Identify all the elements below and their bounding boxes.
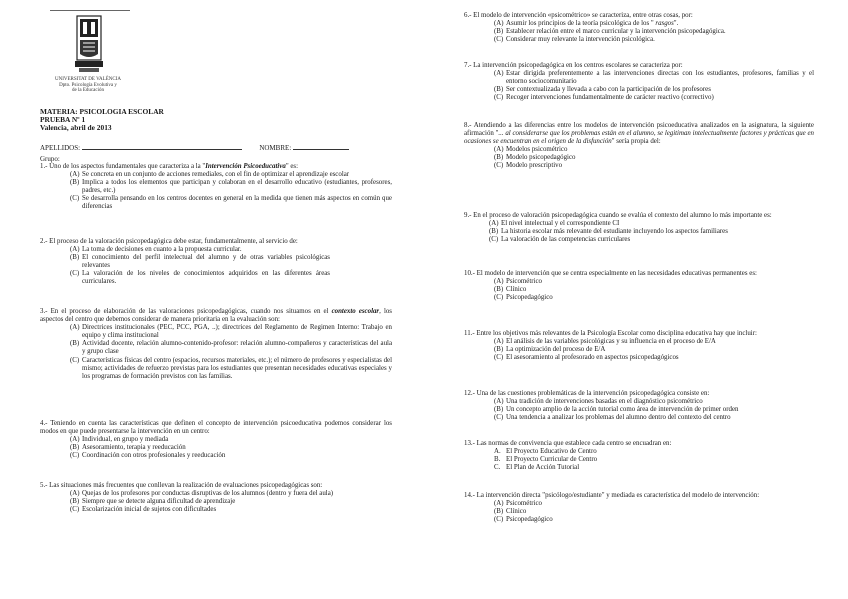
question-11-stem: 11.- Entre los objetivos más relevantes de la Psicología Escolar como disciplina educativa hay que incluir: [464, 330, 757, 337]
question-1-option-c[interactable]: (C) Se desarrolla pensando en los centros docentes en general en la medida que tienen más aspectos en común que diferencias [70, 195, 392, 211]
question-14-option-c[interactable]: (C) Psicopedagógico [494, 516, 553, 524]
question-9 [464, 212, 814, 244]
question-10-option-c[interactable]: (C) Psicopedagógico [494, 294, 553, 302]
question-11-option-c[interactable]: (C) El asesoramiento al profesorado en aspectos psicopedagógicos [494, 354, 679, 362]
question-7-option-c[interactable]: (C) Recoger intervenciones fundamentalmente de carácter reactivo (correctivo) [494, 94, 714, 102]
question-2-option-a[interactable]: (A) La toma de decisiones en cuanto a la propuesta curricular. [70, 246, 242, 254]
question-6-option-c[interactable]: (C) Considerar muy relevante la intervención psicológica. [494, 36, 655, 44]
question-6-option-a[interactable]: (A) Asumir los principios de la teoría psicológica de los " rasgos". [494, 20, 679, 28]
question-1-option-b[interactable]: (B) Implica a todos los elementos que participan y colaboran en el desarrollo educativo (estudiantes, profesores, padres, etc.) [70, 179, 392, 195]
question-14-option-b[interactable]: (B) Clínico [494, 508, 527, 516]
question-9-option-b[interactable]: (B) La historia escolar más relevante del estudiante incluyendo los aspectos familiares [489, 228, 728, 236]
question-12-option-c[interactable]: (C) Una tendencia a analizar los problemas del alumno dentro del contexto del centro [494, 414, 731, 422]
question-10 [464, 270, 814, 302]
question-13-stem: 13.- Las normas de convivencia que establece cada centro se encuadran en: [464, 440, 672, 447]
department-line-2: de la Educación [72, 88, 104, 94]
question-13-option-a[interactable]: A. El Proyecto Educativo de Centro [494, 448, 597, 456]
question-10-stem: 10.- El modelo de intervención que se centra especialmente en las necesidades educativas permanentes es: [464, 270, 757, 277]
question-8 [464, 122, 814, 171]
question-12-option-a[interactable]: (A) Una tradición de intervenciones basadas en el diagnóstico psicométrico [494, 398, 703, 406]
student-fields [40, 143, 349, 152]
question-4-option-a[interactable]: (A) Individual, en grupo y mediada [70, 436, 169, 444]
department-line-1: Dpto. Psicología Evolutiva y [59, 82, 117, 88]
question-6 [464, 12, 814, 44]
question-10-option-a[interactable]: (A) Psicométrico [494, 278, 542, 286]
question-13-option-c[interactable]: C. El Plan de Acción Tutorial [494, 464, 580, 472]
question-8-option-b[interactable]: (B) Modelo psicopedagógico [494, 154, 576, 162]
question-9-stem: 9.- En el proceso de valoración psicopedagógica cuando se evalúa el contexto del alumno lo más importante es: [464, 212, 772, 219]
question-5-option-a[interactable]: (A) Quejas de los profesores por conductas disruptivas de los alumnos (dentro y fuera del aula) [70, 490, 334, 498]
question-1 [40, 163, 392, 212]
subject-title: MATERIA: PSICOLOGIA ESCOLAR [40, 107, 164, 116]
question-3-stem: 3.- En el proceso de elaboración de las valoraciones psicopedagógicas, cuando nos situamos en el contexto escolar, los aspectos del centro que debemos considerar de manera prioritaria en la evaluación son: [40, 308, 392, 324]
question-14 [464, 492, 814, 524]
place-date: Valencia, abril de 2013 [40, 123, 112, 132]
university-name: UNIVERSITAT DE VALÈNCIA [55, 77, 121, 82]
question-8-option-c[interactable]: (C) Modelo prescriptivo [494, 162, 563, 170]
question-2-option-c[interactable]: (C) La valoración de los niveles de conocimientos adquiridos en las diferentes áreas curriculares. [70, 270, 330, 286]
question-1-stem: 1.- Uno de los aspectos fundamentales que caracteriza a la "Intervención Psicoeducativa" es: [40, 163, 299, 170]
question-3-option-b[interactable]: (B) Actividad docente, relación alumno-contenido-profesor: relación alumno-compañeros y características del aula y grupo clase [70, 340, 392, 356]
question-2-option-b[interactable]: (B) El conocimiento del perfil intelectual del alumno y de otras variables psicológicas relevantes [70, 254, 330, 270]
question-6-option-b[interactable]: (B) Establecer relación entre el marco curricular y la intervención psicopedagógica. [494, 28, 726, 36]
question-3 [40, 308, 392, 381]
question-12 [464, 390, 814, 422]
question-7-option-b[interactable]: (B) Ser contextualizada y llevada a cabo con la participación de los profesores [494, 86, 711, 94]
question-1-option-a[interactable]: (A) Se concreta en un conjunto de acciones remediales, con el fin de optimizar el aprendizaje escolar [70, 171, 350, 179]
group-label: Grupo: [40, 155, 60, 163]
university-caption [48, 77, 128, 94]
surname-field[interactable] [82, 143, 242, 150]
question-8-option-a[interactable]: (A) Modelos psicométrico [494, 146, 568, 154]
question-4-option-c[interactable]: (C) Coordinación con otros profesionales y reeducación [70, 452, 226, 460]
logo-top-rule [50, 10, 130, 11]
question-6-stem: 6.- El modelo de intervención «psicométrico» se caracteriza, entre otras cosas, por: [464, 12, 693, 19]
question-14-stem: 14.- La intervención directa "psicólogo/estudiante" y mediada es característica del modelo de intervención: [464, 492, 760, 499]
question-12-option-b[interactable]: (B) Un concepto amplio de la acción tutorial como área de intervención de primer orden [494, 406, 739, 414]
question-5-stem: 5.- Las situaciones más frecuentes que conllevan la realización de evaluaciones psicopedagógicas son: [40, 482, 323, 489]
question-13 [464, 440, 814, 472]
question-4 [40, 420, 392, 460]
question-14-option-a[interactable]: (A) Psicométrico [494, 500, 542, 508]
question-2 [40, 238, 392, 287]
question-5-option-c[interactable]: (C) Escolarización inicial de sujetos con dificultades [70, 506, 217, 514]
question-3-option-c[interactable]: (C) Características físicas del centro (espacios, recursos materiales, etc.); el número de profesores y especialistas del mismo; actividades de refuerzo previstas para los estudiantes que presentan necesidades educativas especiales y los programas de formación previstos con las familias. [70, 356, 392, 380]
question-2-stem: 2.- El proceso de la valoración psicopedagógica debe estar, fundamentalmente, al servicio de: [40, 238, 298, 245]
question-12-stem: 12.- Una de las cuestiones problemáticas de la intervención psicopedagógica consiste en: [464, 390, 710, 397]
question-11-option-b[interactable]: (B) La optimización del proceso de E/A [494, 346, 606, 354]
question-7 [464, 62, 814, 102]
name-field[interactable] [293, 143, 349, 150]
question-8-stem: 8.- Atendiendo a las diferencias entre los modelos de intervención psicoeducativa analizados en la asignatura, la siguiente afirmación "... al considerarse que los problemas están en el alumno, se legitiman intelectualmente factores y prácticas que en ocasiones se encuentran en el origen de la disfunción" sería propia del: [464, 122, 814, 146]
test-number: PRUEBA Nº 1 [40, 115, 86, 124]
question-9-option-c[interactable]: (C) La valoración de las competencias curriculares [489, 236, 631, 244]
question-10-option-b[interactable]: (B) Clínico [494, 286, 527, 294]
question-4-stem: 4.- Teniendo en cuenta las características que definen el concepto de intervención psicoeducativa podemos considerar los modos en que puede presentarse la intervención en un centro: [40, 420, 392, 436]
question-7-stem: 7.- La intervención psicopedagógica en los centros escolares se caracteriza por: [464, 62, 683, 69]
question-11 [464, 330, 814, 362]
question-3-option-a[interactable]: (A) Directrices institucionales (PEC, PCC, PGA, ..); directrices del Reglamento de Regimen Interno: Trabajo en equipo y clima institucional [70, 324, 392, 340]
question-11-option-a[interactable]: (A) El análisis de las variables psicológicas y su influencia en el proceso de E/A [494, 338, 716, 346]
question-9-option-a[interactable]: (A) El nivel intelectual y el correspondiente CI [489, 220, 620, 228]
surname-label: APELLIDOS: [40, 144, 81, 152]
question-4-option-b[interactable]: (B) Asesoramiento, terapia y reeducación [70, 444, 186, 452]
question-5 [40, 482, 392, 514]
question-5-option-b[interactable]: (B) Siempre que se detecte alguna dificultad de aprendizaje [70, 498, 236, 506]
name-label: NOMBRE: [259, 144, 292, 152]
university-seal-icon [74, 14, 104, 74]
question-7-option-a[interactable]: (A) Estar dirigida preferentemente a las intervenciones directas con los estudiantes, profesores, familias y el entorno sociocomunitario [494, 70, 814, 86]
question-13-option-b[interactable]: B. El Proyecto Curricular de Centro [494, 456, 598, 464]
